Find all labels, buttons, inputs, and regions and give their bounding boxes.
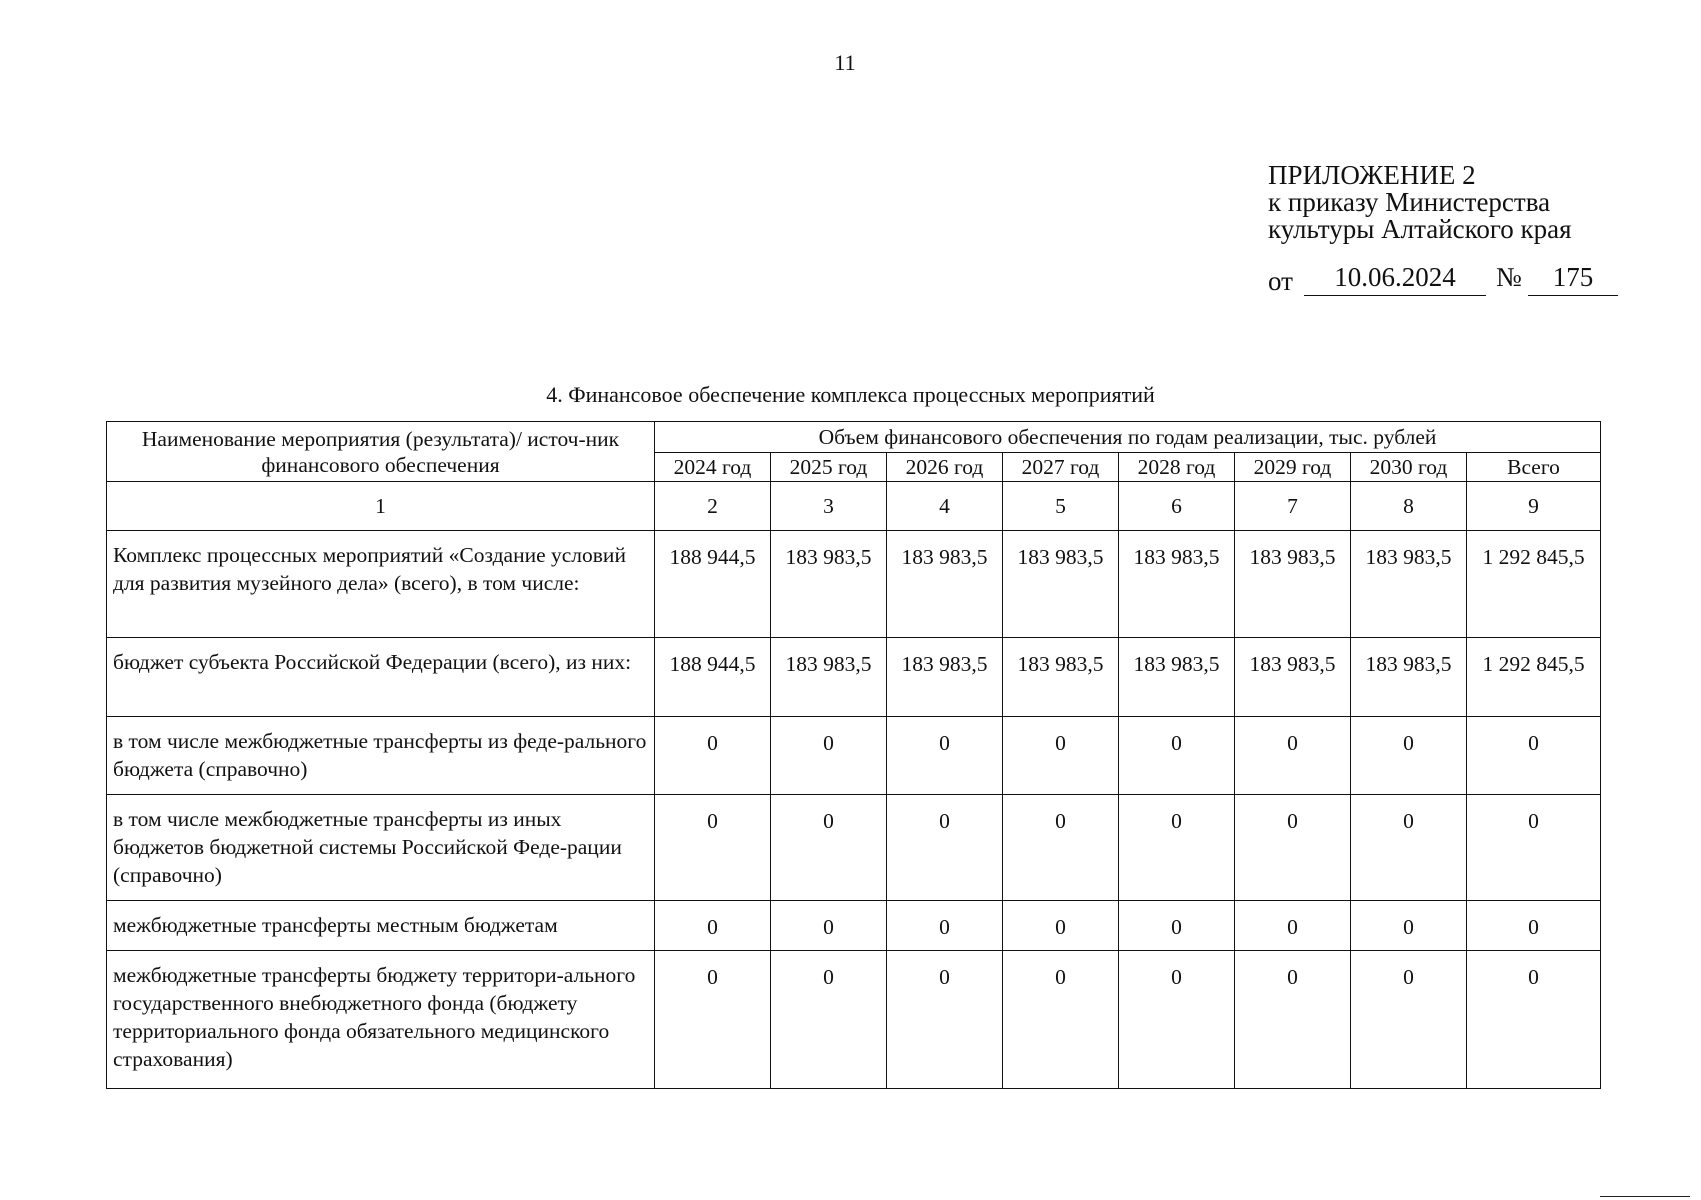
row-value: 0	[771, 951, 887, 1089]
row-value: 183 983,5	[771, 531, 887, 638]
row-value: 183 983,5	[887, 531, 1003, 638]
year-header: 2024 год	[655, 453, 771, 482]
section-title: 4. Финансовое обеспечение комплекса процессных мероприятий	[546, 382, 1155, 407]
table-row	[107, 901, 1601, 951]
column-number: 3	[771, 482, 887, 531]
appendix-line-1: к приказу Министерства	[1268, 187, 1551, 217]
row-value: 0	[655, 795, 771, 901]
row-value: 183 983,5	[1003, 638, 1119, 717]
row-name: Комплекс процессных мероприятий «Создание условий для развития музейного дела» (всего), в том числе:	[107, 531, 655, 638]
row-value: 0	[1235, 717, 1351, 795]
table-row	[107, 531, 1601, 638]
row-value: 0	[655, 951, 771, 1089]
column-number: 5	[1003, 482, 1119, 531]
row-value: 0	[1119, 795, 1235, 901]
row-value: 0	[655, 901, 771, 951]
row-name: межбюджетные трансферты бюджету территори-ального государственного внебюджетного фонда (бюджету территориального фонда обязательного медицинского страхования)	[107, 951, 655, 1089]
row-value: 0	[1119, 717, 1235, 795]
header-row-1	[107, 422, 1601, 453]
column-number: 8	[1351, 482, 1467, 531]
row-value: 188 944,5	[655, 531, 771, 638]
row-value: 0	[887, 951, 1003, 1089]
row-value: 0	[1351, 951, 1467, 1089]
row-value: 188 944,5	[655, 638, 771, 717]
row-value: 0	[771, 717, 887, 795]
table-row	[107, 951, 1601, 1089]
table-row	[107, 717, 1601, 795]
row-value: 0	[1351, 901, 1467, 951]
table-row	[107, 638, 1601, 717]
page-number: 11	[834, 50, 856, 75]
row-value: 0	[1467, 901, 1601, 951]
row-value: 0	[1351, 795, 1467, 901]
row-name: в том числе межбюджетные трансферты из иных бюджетов бюджетной системы Российской Феде-рации (справочно)	[107, 795, 655, 901]
row-value: 1 292 845,5	[1467, 531, 1601, 638]
appendix-line-2: культуры Алтайского края	[1268, 214, 1572, 244]
row-value: 0	[771, 795, 887, 901]
row-value: 0	[771, 901, 887, 951]
total-header: Всего	[1467, 453, 1601, 482]
financing-table	[106, 421, 1601, 1089]
row-name: в том числе межбюджетные трансферты из феде-рального бюджета (справочно)	[107, 717, 655, 795]
column-number: 2	[655, 482, 771, 531]
row-value: 0	[887, 901, 1003, 951]
row-value: 0	[1003, 795, 1119, 901]
column-number: 6	[1119, 482, 1235, 531]
row-value: 183 983,5	[1119, 638, 1235, 717]
row-value: 0	[1119, 901, 1235, 951]
row-value: 0	[1467, 717, 1601, 795]
year-header: 2029 год	[1235, 453, 1351, 482]
column-number: 4	[887, 482, 1003, 531]
year-header: 2028 год	[1119, 453, 1235, 482]
year-header: 2030 год	[1351, 453, 1467, 482]
year-header: 2026 год	[887, 453, 1003, 482]
year-header: 2027 год	[1003, 453, 1119, 482]
row-value: 0	[887, 795, 1003, 901]
row-name: бюджет субъекта Российской Федерации (всего), из них:	[107, 638, 655, 717]
column-number-row	[107, 482, 1601, 531]
row-value: 0	[1351, 717, 1467, 795]
row-value: 0	[1467, 951, 1601, 1089]
order-date: 10.06.2024	[1304, 262, 1486, 296]
year-header: 2025 год	[771, 453, 887, 482]
row-value: 0	[1235, 901, 1351, 951]
row-value: 183 983,5	[771, 638, 887, 717]
table-row	[107, 795, 1601, 901]
row-value: 183 983,5	[1351, 531, 1467, 638]
order-number: 175	[1528, 262, 1618, 296]
row-name: межбюджетные трансферты местным бюджетам	[107, 901, 655, 951]
volume-header: Объем финансового обеспечения по годам реализации, тыс. рублей	[655, 422, 1601, 453]
row-value: 0	[1003, 717, 1119, 795]
appendix-block	[1268, 162, 1572, 243]
row-value: 183 983,5	[1119, 531, 1235, 638]
column-number: 1	[107, 482, 655, 531]
row-value: 0	[1003, 951, 1119, 1089]
row-value: 183 983,5	[1235, 638, 1351, 717]
column-number: 7	[1235, 482, 1351, 531]
row-value: 183 983,5	[1351, 638, 1467, 717]
row-value: 0	[887, 717, 1003, 795]
order-reference	[1268, 262, 1688, 298]
order-from-label: от	[1268, 266, 1293, 296]
row-value: 1 292 845,5	[1467, 638, 1601, 717]
column-number: 9	[1467, 482, 1601, 531]
row-value: 183 983,5	[887, 638, 1003, 717]
row-value: 0	[655, 717, 771, 795]
footer-rule	[1600, 1196, 1690, 1197]
row-value: 183 983,5	[1003, 531, 1119, 638]
row-value: 0	[1235, 795, 1351, 901]
row-value: 0	[1235, 951, 1351, 1089]
order-number-sign: №	[1496, 262, 1522, 292]
name-column-header: Наименование мероприятия (результата)/ источ-ник финансового обеспечения	[107, 422, 655, 482]
row-value: 0	[1119, 951, 1235, 1089]
row-value: 183 983,5	[1235, 531, 1351, 638]
row-value: 0	[1467, 795, 1601, 901]
row-value: 0	[1003, 901, 1119, 951]
appendix-title: ПРИЛОЖЕНИЕ 2	[1268, 160, 1476, 190]
